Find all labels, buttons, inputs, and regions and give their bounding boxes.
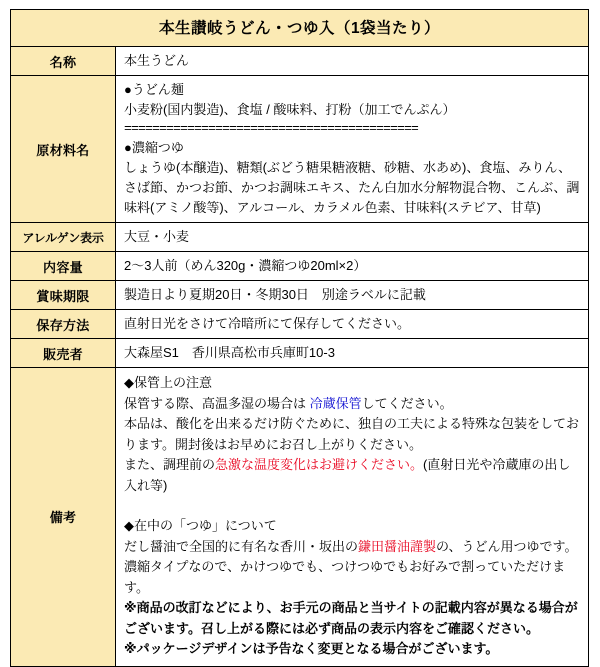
row-label-name: 名称 (11, 47, 116, 76)
row-label-remarks: 備考 (11, 368, 116, 667)
remarks-storage-line2: 本品は、酸化を出来るだけ防ぐために、独自の工夫による特殊な包装をしております。開封後はお早めにお召し上がりください。 (124, 416, 580, 452)
row-label-storage: 保存方法 (11, 310, 116, 339)
remarks-refrigerate-highlight: 冷蔵保管 (309, 395, 362, 411)
remarks-storage-line3-a: また、調理前の (124, 457, 216, 472)
row-label-allergen: アレルゲン表示 (11, 223, 116, 252)
row-value-allergen: 大豆・小麦 (116, 223, 589, 252)
row-label-quantity: 内容量 (11, 252, 116, 281)
row-value-seller: 大森屋S1 香川県高松市兵庫町10-3 (116, 339, 589, 368)
remarks-storage-line3 (124, 455, 582, 496)
remarks-temperature-warning: 急激な温度変化はお避けください。 (215, 457, 424, 472)
remarks-notice-revision: ※商品の改訂などにより、お手元の商品と当サイトの記載内容が異なる場合がございます。召し上がる際には必ず商品の表示内容をご確認ください。 (124, 600, 578, 636)
remarks-storage-line3-b: (直射日光や冷蔵庫の出し入れ等) (124, 457, 571, 493)
table-row-storage (11, 310, 589, 339)
remarks-soup-heading: ◆在中の「つゆ」について (124, 518, 277, 533)
remarks-storage-line1-a: 保管する際、高温多湿の場合は (124, 395, 310, 411)
remarks-soup-line2: 濃縮タイプなので、かけつゆでも、つけつゆでもお好みで割っていただけます。 (124, 559, 566, 595)
table-row-allergen (11, 223, 589, 252)
remarks-notice-package: ※パッケージデザインは予告なく変更となる場合がございます。 (124, 641, 499, 656)
table-row-seller (11, 339, 589, 368)
noodle-heading: ●うどん麺 (124, 82, 184, 97)
row-value-name: 本生うどん (116, 47, 589, 76)
table-row-best-before (11, 281, 589, 310)
table-row-ingredients (11, 76, 589, 223)
row-value-storage: 直射日光をさけて冷暗所にて保存してください。 (116, 310, 589, 339)
soup-heading: ●濃縮つゆ (124, 140, 184, 155)
page-title: 本生讃岐うどん・つゆ入（1袋当たり） (11, 10, 589, 47)
row-value-ingredients (116, 76, 589, 223)
row-value-remarks (116, 368, 589, 667)
remarks-storage-heading: ◆保管上の注意 (124, 375, 212, 390)
table-row-remarks (11, 368, 589, 667)
remarks-spacer (124, 496, 582, 516)
remarks-storage-line1 (124, 394, 582, 415)
row-value-best-before: 製造日より夏期20日・冬期30日 別途ラベルに記載 (116, 281, 589, 310)
remarks-soup-line1 (124, 537, 582, 558)
ingredients-separator: ========================================== (124, 121, 419, 136)
remarks-brewery-highlight: 鎌田醤油謹製 (358, 538, 437, 554)
row-label-ingredients: 原材料名 (11, 76, 116, 223)
row-value-quantity: 2～3人前（めん320g・濃縮つゆ20ml×2） (116, 252, 589, 281)
soup-ingredients: しょうゆ(本醸造)、糖類(ぶどう糖果糖液糖、砂糖、水あめ)、食塩、みりん、さば節、かつお節、かつお調味エキス、たん白加水分解物混合物、こんぶ、調味料(アミノ酸等)、アルコール、カラメル色素、甘味料(ステビア、甘草) (124, 160, 580, 215)
table-row-title (11, 10, 589, 47)
table-row-name (11, 47, 589, 76)
remarks-soup-line1-b: の、うどん用つゆです。 (436, 538, 578, 554)
remarks-soup-line1-a: だし醤油で全国的に有名な香川・坂出の (124, 538, 359, 554)
product-spec-table (10, 9, 589, 667)
row-label-seller: 販売者 (11, 339, 116, 368)
table-row-quantity (11, 252, 589, 281)
noodle-ingredients: 小麦粉(国内製造)、食塩 / 酸味料、打粉（加工でんぷん） (124, 102, 456, 117)
remarks-storage-line1-b: してください。 (361, 395, 453, 411)
row-label-best-before: 賞味期限 (11, 281, 116, 310)
